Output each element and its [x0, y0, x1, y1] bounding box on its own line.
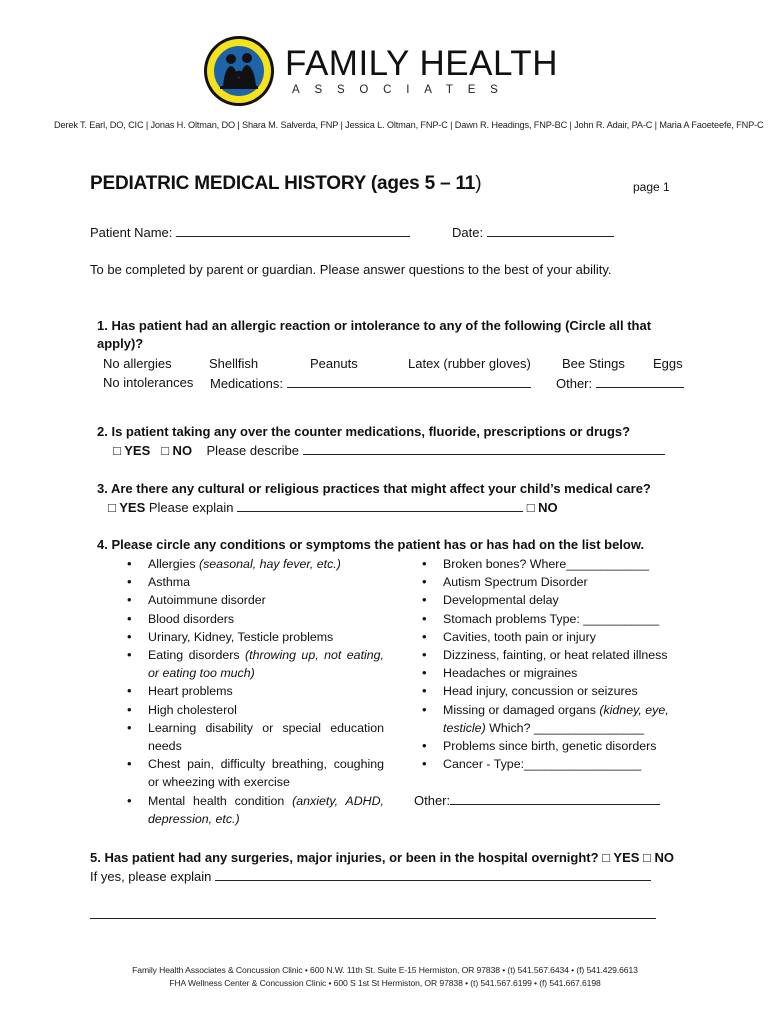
condition-item[interactable]: • Dizziness, fainting, or heat related illness: [419, 646, 677, 664]
date-label: Date:: [452, 225, 484, 240]
q1-question-line1: 1. Has patient had an allergic reaction or intolerance to any of the following (Circle all that: [97, 318, 652, 333]
q3-explain-field[interactable]: [237, 499, 523, 512]
q1-medications-row: [210, 375, 531, 391]
form-title: PEDIATRIC MEDICAL HISTORY (ages 5 – 11): [90, 173, 482, 194]
date-field[interactable]: [487, 224, 614, 237]
condition-item[interactable]: • Missing or damaged organs (kidney, eye, testicle) Which? ________________: [419, 701, 677, 737]
q4-question: 4. Please circle any conditions or symptoms the patient has or has had on the list below.: [97, 537, 645, 552]
q1-medications-field[interactable]: [287, 375, 531, 388]
instructions: To be completed by parent or guardian. Please answer questions to the best of your ability.: [90, 262, 612, 277]
footer-line-1: Family Health Associates & Concussion Clinic • 600 N.W. 11th St. Suite E-15 Hermiston, OR 97838 • (t) 541.567.6434 • (f) 541.429.6613: [132, 965, 638, 975]
condition-item[interactable]: • Autism Spectrum Disorder: [419, 573, 677, 591]
condition-item[interactable]: • Cancer - Type:_________________: [419, 755, 677, 773]
q5-explain-field[interactable]: [215, 868, 651, 881]
condition-item[interactable]: • Urinary, Kidney, Testicle problems: [124, 628, 384, 646]
condition-item[interactable]: • Allergies (seasonal, hay fever, etc.): [124, 555, 384, 573]
q1-option-eggs[interactable]: Eggs: [653, 356, 683, 371]
q4-conditions-right: [419, 555, 677, 773]
q2-yes-checkbox[interactable]: □ YES: [113, 443, 151, 458]
condition-item[interactable]: • Stomach problems Type: ___________: [419, 610, 677, 628]
condition-item[interactable]: • Learning disability or special education needs: [124, 719, 384, 755]
q4-other-row: [414, 792, 660, 808]
condition-item[interactable]: • Eating disorders (throwing up, not eating, or eating too much): [124, 646, 384, 682]
q1-option-bee-stings[interactable]: Bee Stings: [562, 356, 625, 371]
condition-item[interactable]: • Asthma: [124, 573, 384, 591]
condition-item[interactable]: • Blood disorders: [124, 610, 384, 628]
q1-option-peanuts[interactable]: Peanuts: [310, 356, 358, 371]
condition-item[interactable]: • Mental health condition (anxiety, ADHD, depression, etc.): [124, 792, 384, 828]
condition-item[interactable]: • Problems since birth, genetic disorders: [419, 737, 677, 755]
q3-explain-label: Please explain: [148, 500, 234, 515]
q1-option-no-allergies[interactable]: No allergies: [103, 356, 172, 371]
patient-name-field[interactable]: [176, 224, 410, 237]
q4-other-label: Other:: [414, 793, 451, 808]
condition-item[interactable]: • Developmental delay: [419, 591, 677, 609]
q5-explain-field-line2[interactable]: [90, 918, 656, 919]
q1-question-line2: apply)?: [97, 336, 144, 351]
clinic-logo: [202, 34, 276, 108]
q3-answer-row: [108, 499, 558, 515]
q2-no-checkbox[interactable]: □ NO: [161, 443, 193, 458]
q1-other-row: [556, 375, 684, 391]
q5-explain-row: [90, 868, 651, 884]
q2-describe-label: Please describe: [206, 443, 300, 458]
patient-name-row: [90, 224, 410, 240]
provider-list: Derek T. Earl, DO, CIC | Jonas H. Oltman, DO | Shara M. Salverda, FNP | Jessica L. Oltman, FNP-C | Dawn R. Headings, FNP-BC | John R. Adair, PA-C | Maria A Faoeteefe, FNP-C: [54, 120, 764, 130]
q1-option-latex[interactable]: Latex (rubber gloves): [408, 356, 531, 371]
q1-option-shellfish[interactable]: Shellfish: [209, 356, 259, 371]
condition-item[interactable]: • Heart problems: [124, 682, 384, 700]
q2-question: 2. Is patient taking any over the counter medications, fluoride, prescriptions or drugs?: [97, 424, 631, 439]
q3-question: 3. Are there any cultural or religious practices that might affect your child’s medical care?: [97, 481, 651, 496]
condition-item[interactable]: • Autoimmune disorder: [124, 591, 384, 609]
q2-describe-field[interactable]: [303, 442, 665, 455]
q1-other-field[interactable]: [596, 375, 684, 388]
q1-other-label: Other:: [556, 376, 593, 391]
brand-subtitle: ASSOCIATES: [292, 84, 513, 96]
q2-answer-row: [113, 442, 665, 458]
condition-item[interactable]: • Headaches or migraines: [419, 664, 677, 682]
q5-question: 5. Has patient had any surgeries, major injuries, or been in the hospital overnight? □ YES □ NO: [90, 850, 674, 865]
q1-medications-label: Medications:: [210, 376, 283, 391]
patient-name-label: Patient Name:: [90, 225, 173, 240]
condition-item[interactable]: • Cavities, tooth pain or injury: [419, 628, 677, 646]
footer-line-2: FHA Wellness Center & Concussion Clinic • 600 S 1st St Hermiston, OR 97838 • (t) 541.567.6199 • (f) 541.667.6198: [169, 978, 601, 988]
condition-item[interactable]: • Head injury, concussion or seizures: [419, 682, 677, 700]
condition-item[interactable]: • High cholesterol: [124, 701, 384, 719]
condition-item[interactable]: • Chest pain, difficulty breathing, coughing or wheezing with exercise: [124, 755, 384, 791]
condition-item[interactable]: • Broken bones? Where____________: [419, 555, 677, 573]
q1-option-no-intolerances[interactable]: No intolerances: [103, 375, 194, 390]
q4-other-field[interactable]: [450, 792, 660, 805]
q5-explain-label: If yes, please explain: [90, 869, 212, 884]
q4-conditions-left: [124, 555, 384, 828]
brand-name: FAMILY HEALTH: [285, 44, 558, 83]
page-number: page 1: [633, 180, 670, 194]
q3-yes-checkbox[interactable]: □ YES: [108, 500, 146, 515]
q3-no-checkbox[interactable]: □ NO: [526, 500, 558, 515]
date-row: [452, 224, 614, 240]
